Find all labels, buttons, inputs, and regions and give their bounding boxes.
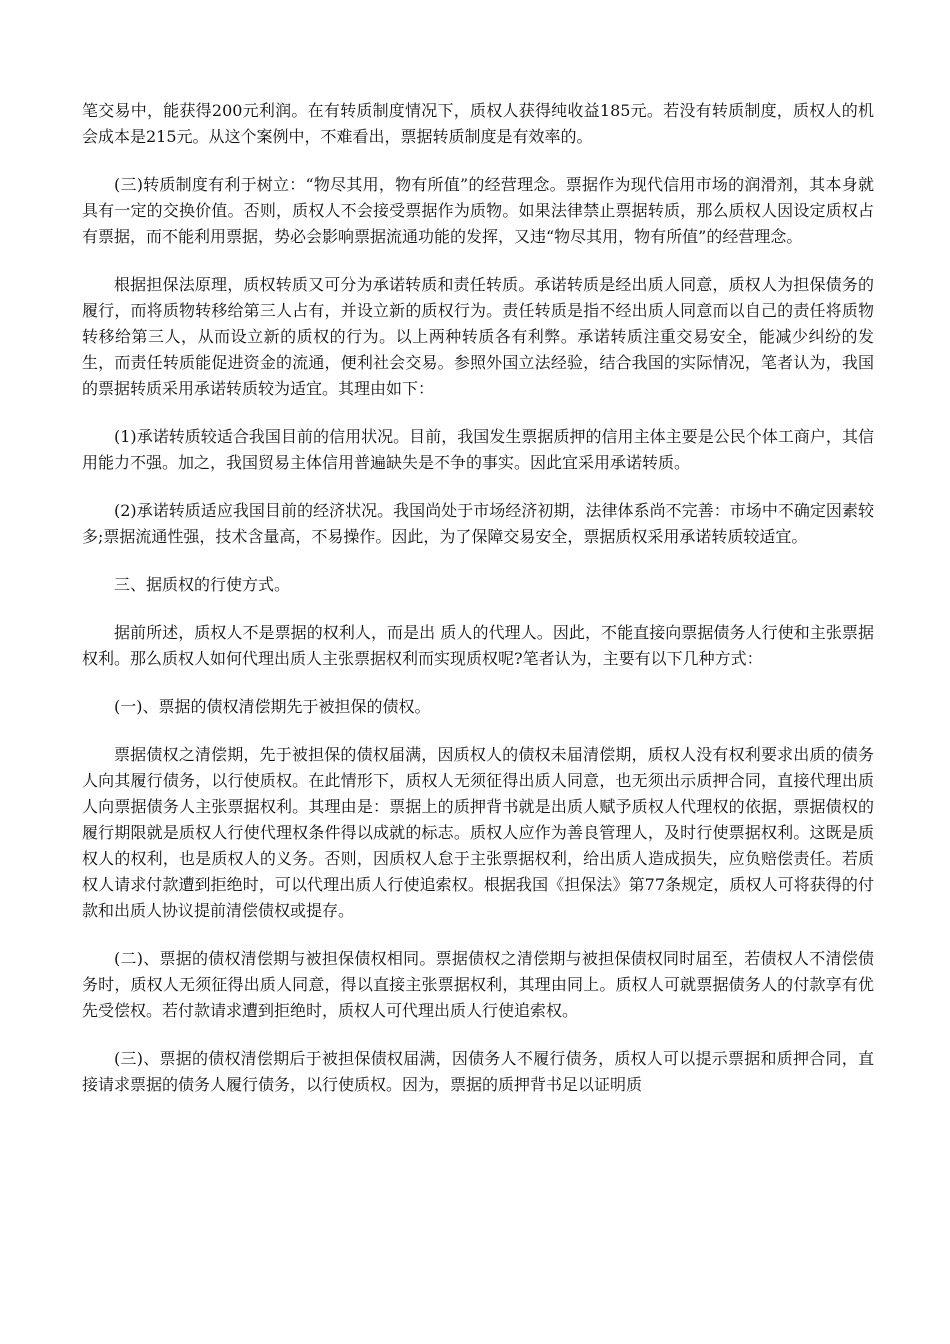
- paragraph-case-one: 票据债权之清偿期，先于被担保的债权届满，因质权人的债权未届清偿期，质权人没有权利要求出质的债务人向其履行债务，以行使质权。在此情形下，质权人无须征得出质人同意，也无须出示质押合同，直接代理出质人向票据债务人主张票据权利。其理由是：票据上的质押背书就是出质人赋予质权人代理权的依据，票据债权的履行期限就是质权人行使代理权条件得以成就的标志。质权人应作为善良管理人，及时行使票据权利。这既是质权人的权利，也是质权人的义务。否则，因质权人怠于主张票据权利，给出质人造成损失，应负赔偿责任。若质权人请求付款遭到拒绝时，可以代理出质人行使追索权。根据我国《担保法》第77条规定，质权人可将获得的付款和出质人协议提前清偿债权或提存。: [82, 745, 874, 920]
- document-page: [82, 98, 874, 1120]
- paragraph-exercise-intro: 据前所述，质权人不是票据的权利人，而是出 质人的代理人。因此，不能直接向票据债务人行使和主张票据权利。那么质权人如何代理出质人主张票据权利而实现质权呢?笔者认为，主要有以下几种方式：: [82, 623, 874, 668]
- subheading-one: (一)、票据的债权清偿期先于被担保的债权。: [114, 697, 431, 716]
- paragraph-point-three: (三)转质制度有利于树立：“物尽其用，物有所值”的经营理念。票据作为现代信用市场的润滑剂，其本身就具有一定的交换价值。否则，质权人不会接受票据作为质物。如果法律禁止票据转质，那么质权人因设定质权占有票据，而不能利用票据，势必会影响票据流通功能的发挥，又违“物尽其用，物有所值”的经营理念。: [82, 175, 874, 246]
- section-heading-three: 三、据质权的行使方式。: [114, 575, 291, 594]
- paragraph-transfer-types: 根据担保法原理，质权转质又可分为承诺转质和责任转质。承诺转质是经出质人同意，质权人为担保债务的履行，而将质物转移给第三人占有，并设立新的质权行为。责任转质是指不经出质人同意而以自己的责任将质物转移给第三人，从而设立新的质权的行为。以上两种转质各有利弊。承诺转质注重交易安全，能减少纠纷的发生，而责任转质能促进资金的流通，便利社会交易。参照外国立法经验，结合我国的实际情况，笔者认为，我国的票据转质采用承诺转质较为适宜。其理由如下：: [82, 275, 874, 398]
- paragraph-transfer-efficiency: 笔交易中，能获得200元利润。在有转质制度情况下，质权人获得纯收益185元。若没有转质制度，质权人的机会成本是215元。从这个案例中，不难看出，票据转质制度是有效率的。: [82, 101, 874, 146]
- paragraph-reason-2: (2)承诺转质适应我国目前的经济状况。我国尚处于市场经济初期，法律体系尚不完善：市场中不确定因素较多;票据流通性强，技术含量高，不易操作。因此，为了保障交易安全，票据质权采用承诺转质较适宜。: [82, 501, 874, 546]
- paragraph-case-three: (三)、票据的债权清偿期后于被担保债权届满，因债务人不履行债务，质权人可以提示票据和质押合同，直接请求票据的债务人履行债务，以行使质权。因为，票据的质押背书足以证明质: [82, 1049, 874, 1094]
- paragraph-reason-1: (1)承诺转质较适合我国目前的信用状况。目前，我国发生票据质押的信用主体主要是公民个体工商户，其信用能力不强。加之，我国贸易主体信用普遍缺失是不争的事实。因此宜采用承诺转质。: [82, 427, 874, 472]
- paragraph-case-two: (二)、票据的债权清偿期与被担保债权相同。票据债权之清偿期与被担保债权同时届至，若债权人不清偿债务时，质权人无须征得出质人同意，得以直接主张票据权利，其理由同上。质权人可就票据债务人的付款享有优先受偿权。若付款请求遭到拒绝时，质权人可代理出质人行使追索权。: [82, 949, 874, 1020]
